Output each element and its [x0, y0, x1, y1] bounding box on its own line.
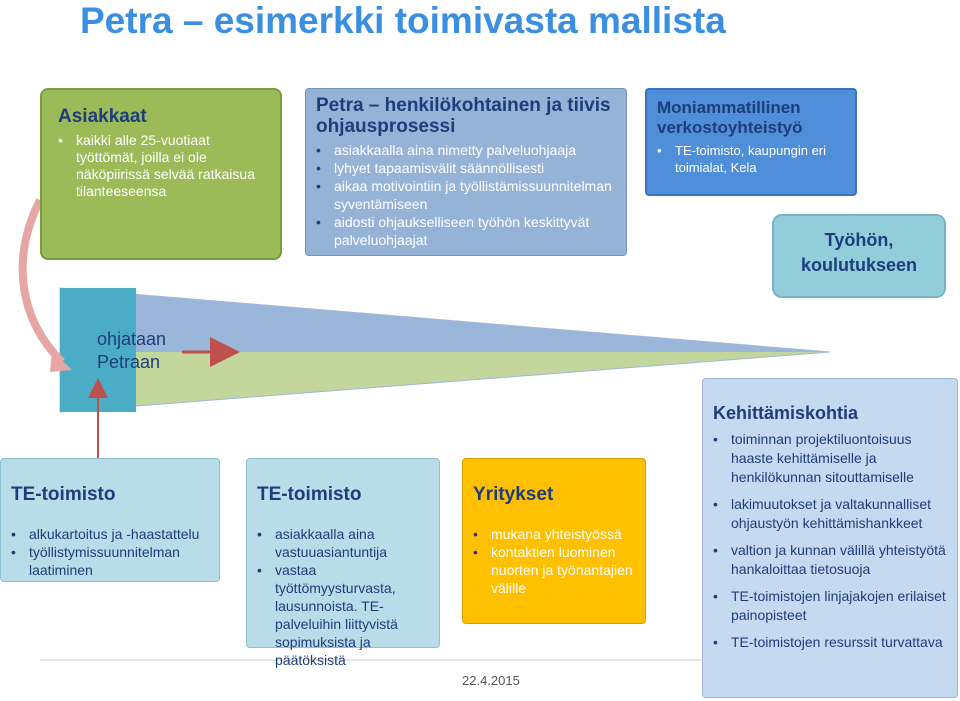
- asiakkaat-heading: Asiakkaat: [58, 106, 147, 127]
- kehittamiskohtia-box: [702, 378, 958, 698]
- list-item: • kaikki alle 25-vuotiaat työttömät, joilla ei ole näköpiirissä selvää ratkaisua tilanteeseensa: [58, 132, 268, 200]
- list-item: • mukana yhteistyössä: [473, 525, 635, 543]
- ohjataan-label: ohjataan Petraan: [97, 329, 167, 372]
- petra-box: [305, 88, 627, 256]
- tyohon-box: Työhön, koulutukseen: [772, 214, 946, 298]
- asiakkaat-box: [40, 88, 282, 260]
- list-item: • aidosti ohjaukselliseen työhön keskittyvät palveluohjaajat: [316, 213, 616, 249]
- te-toimisto-box-2: [246, 458, 440, 668]
- te2-heading: TE-toimisto: [257, 484, 362, 505]
- list-item: • työllistymissuunnitelman laatiminen: [11, 543, 209, 579]
- list-item: • lakimuutokset ja valtakunnalliset ohjaustyön kehittämishankkeet: [713, 495, 947, 533]
- verkosto-box: [645, 88, 857, 196]
- list-item: • TE-toimistojen linjajakojen erilaiset painopisteet: [713, 587, 947, 625]
- yritykset-box: [462, 458, 646, 624]
- list-item: • alkukartoitus ja -haastattelu: [11, 525, 209, 543]
- list-item: • TE-toimistojen resurssit turvattava: [713, 633, 947, 652]
- date-label: 22.4.2015: [462, 673, 520, 688]
- list-item: • TE-toimisto, kaupungin eri toimialat, Kela: [657, 142, 845, 176]
- list-item: • lyhyet tapaamisvälit säännöllisesti: [316, 159, 616, 177]
- page-title: Petra – esimerkki toimivasta mallista: [80, 0, 726, 41]
- petra-heading: Petra – henkilökohtainen ja tiivis ohjausprosessi: [316, 95, 611, 137]
- te1-heading: TE-toimisto: [11, 484, 116, 505]
- list-item: • asiakkaalla aina nimetty palveluohjaaja: [316, 141, 616, 159]
- list-item: • toiminnan projektiluontoisuus haaste kehittämiselle ja henkilökunnan sitouttamiselle: [713, 430, 947, 487]
- list-item: • valtion ja kunnan välillä yhteistyötä hankaloittaa tietosuoja: [713, 541, 947, 579]
- list-item: • asiakkaalla aina vastuuasiantuntija: [257, 525, 429, 561]
- te-toimisto-box-1: [0, 458, 220, 582]
- kehittamis-heading: Kehittämiskohtia: [713, 403, 859, 423]
- list-item: • vastaa työttömyysturvasta, lausunnoista. TE-palveluihin liittyvistä sopimuksista ja päätöksistä: [257, 561, 429, 669]
- list-item: • aikaa motivointiin ja työllistämissuunnitelman syventämiseen: [316, 177, 616, 213]
- yritykset-heading: Yritykset: [473, 484, 554, 505]
- verkosto-heading: Moniammatillinen verkostoyhteistyö: [657, 98, 803, 137]
- list-item: • kontaktien luominen nuorten ja työnantajien välille: [473, 543, 635, 597]
